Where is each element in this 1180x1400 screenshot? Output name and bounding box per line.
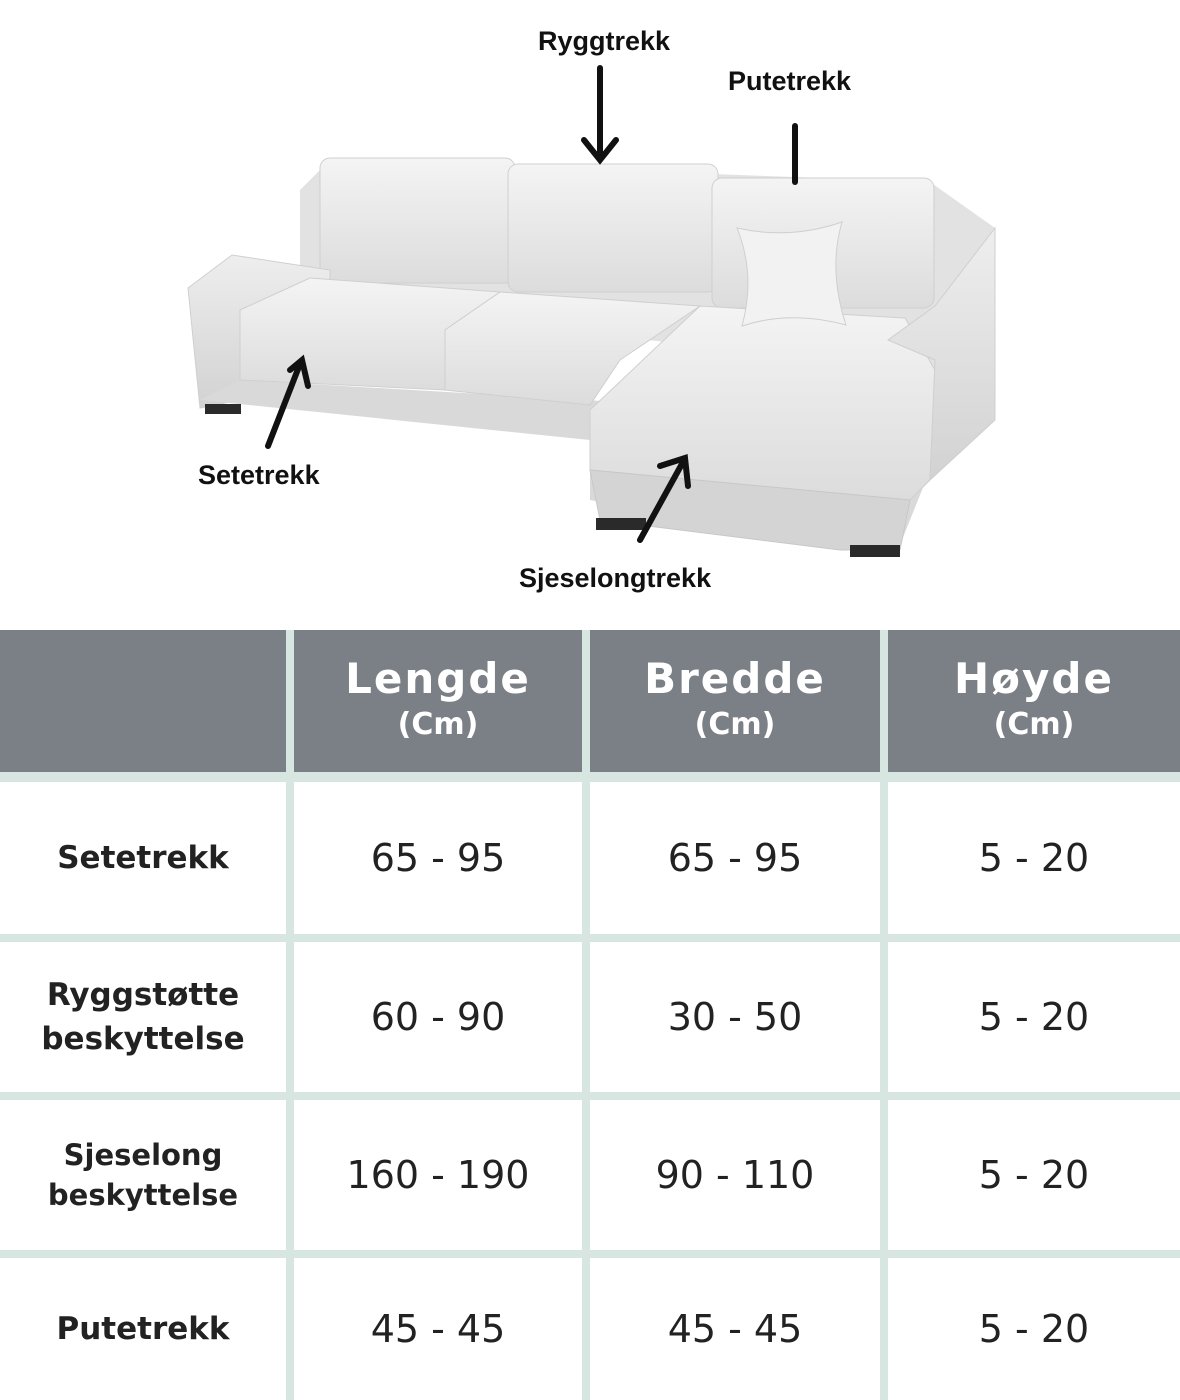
cell-seat-length: 65 - 95 — [294, 782, 582, 934]
cell-chaise-width: 90 - 110 — [590, 1100, 880, 1250]
cell-seat-height: 5 - 20 — [888, 782, 1180, 934]
cell-seat-width: 65 - 95 — [590, 782, 880, 934]
header-width-title: Bredde — [644, 654, 826, 703]
row-label-backrest-line2: beskyttelse — [41, 1021, 245, 1057]
row-label-backrest — [0, 942, 286, 1092]
row-label-seat-text: Setetrekk — [57, 840, 229, 876]
cell-chaise-length: 160 - 190 — [294, 1100, 582, 1250]
cell-pillow-width: 45 - 45 — [590, 1258, 880, 1400]
header-height-title: Høyde — [954, 654, 1114, 703]
header-height — [888, 630, 1180, 772]
header-width-unit: (Cm) — [694, 707, 776, 742]
cell-chaise-height: 5 - 20 — [888, 1100, 1180, 1250]
label-seat-cover: Setetrekk — [198, 460, 320, 490]
row-label-chaise-line2: beskyttelse — [47, 1178, 239, 1212]
row-label-chaise — [0, 1100, 286, 1250]
size-table — [0, 630, 1180, 1400]
label-back-cover: Ryggtrekk — [538, 26, 671, 56]
cell-backrest-width: 30 - 50 — [590, 942, 880, 1092]
cell-pillow-length: 45 - 45 — [294, 1258, 582, 1400]
header-length-unit: (Cm) — [397, 707, 479, 742]
header-length — [294, 630, 582, 772]
header-empty-cell — [0, 630, 286, 772]
row-label-pillow-text: Putetrekk — [56, 1311, 230, 1347]
row-label-seat — [0, 782, 286, 934]
row-label-backrest-line1: Ryggstøtte — [46, 977, 240, 1013]
cell-backrest-height: 5 - 20 — [888, 942, 1180, 1092]
cell-pillow-height: 5 - 20 — [888, 1258, 1180, 1400]
header-height-unit: (Cm) — [993, 707, 1075, 742]
header-width — [590, 630, 880, 772]
label-chaise-cover: Sjeselongtrekk — [519, 563, 712, 593]
sofa-illustration — [0, 0, 1180, 620]
cell-backrest-length: 60 - 90 — [294, 942, 582, 1092]
label-pillow-cover: Putetrekk — [728, 66, 852, 96]
row-label-pillow — [0, 1258, 286, 1400]
sofa-shape — [188, 158, 995, 557]
header-length-title: Lengde — [345, 654, 531, 703]
row-label-chaise-line1: Sjeselong — [63, 1138, 223, 1172]
sofa-diagram — [0, 0, 1180, 620]
